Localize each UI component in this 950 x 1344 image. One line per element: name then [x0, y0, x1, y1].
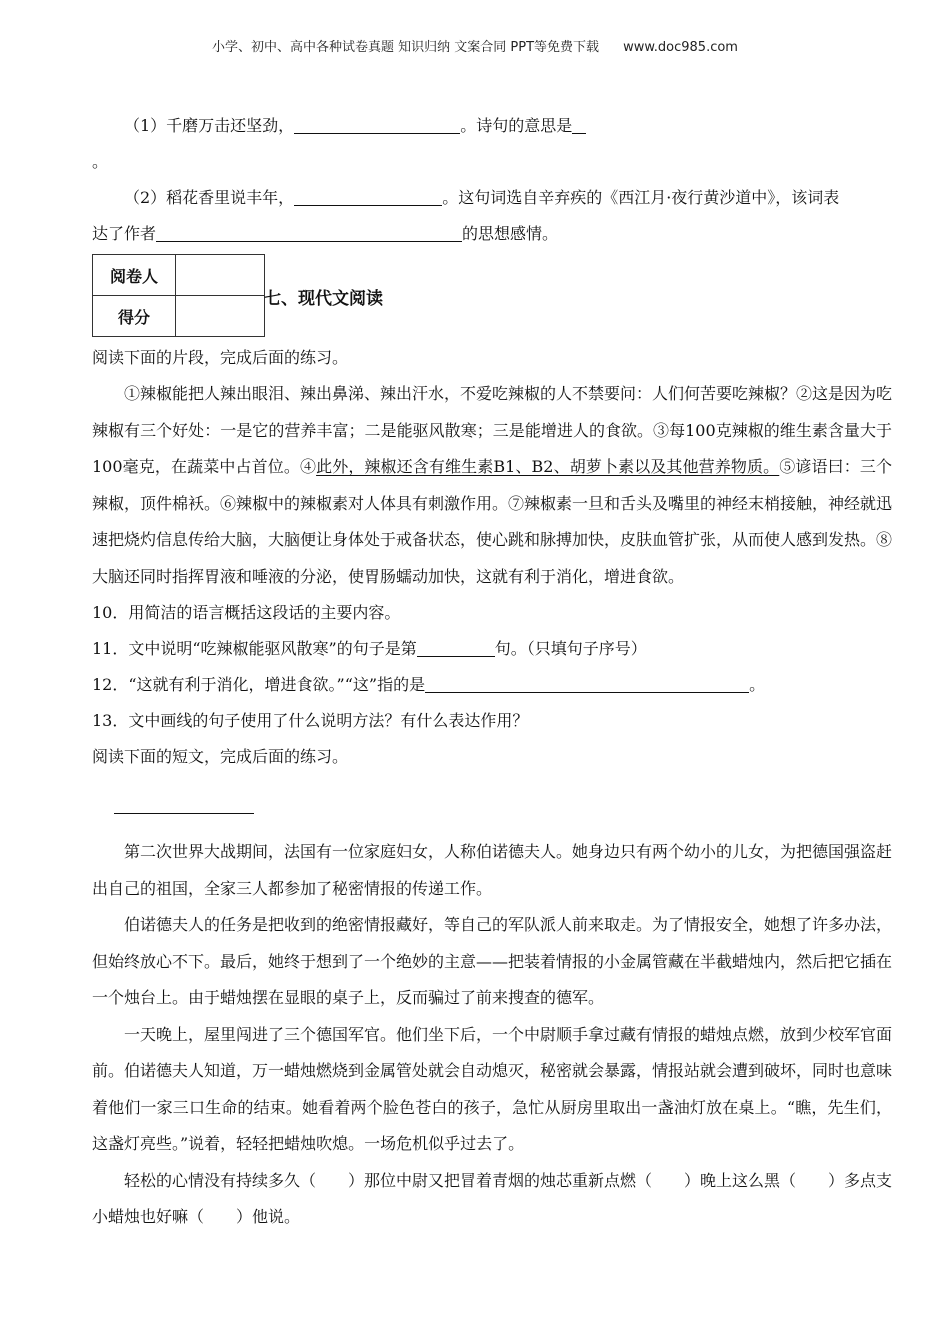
story-paragraph: 一天晚上，屋里闯进了三个德国军官。他们坐下后，一个中尉顺手拿过藏有情报的蜡烛点燃，放到少校军官面前。伯诺德夫人知道，万一蜡烛燃烧到金属管处就会自动熄灭，秘密就会暴露，情报站就会遭到破坏，同时也意味着他们一家三口生命的结束。她看着两个脸色苍白的孩子，急忙从厨房里取出一盏油灯放在桌上。“瞧，先生们，这盏灯亮些。”说着，轻轻把蜡烛吹熄。一场危机似乎过去了。 — [92, 1024, 893, 1153]
section-title: 七、现代文阅读 — [264, 289, 383, 309]
poem-question-1-cont: 。 — [92, 152, 109, 171]
answer-blank[interactable] — [294, 186, 442, 206]
answer-blank[interactable] — [417, 637, 495, 657]
answer-blank[interactable] — [294, 114, 460, 134]
score-table — [92, 254, 265, 337]
story-paragraph: 轻松的心情没有持续多久（ ）那位中尉又把冒着青烟的烛芯重新点燃（ ）晚上这么黑（ ）多点支小蜡烛也好嘛（ ）他说。 — [92, 1170, 893, 1226]
reading-intro-1: 阅读下面的片段，完成后面的练习。 — [92, 348, 349, 367]
answer-blank[interactable] — [425, 673, 749, 693]
poem-question-2-cont: 达了作者 的思想感情。 — [92, 224, 559, 243]
header-text: 小学、初中、高中各种试卷真题 知识归纳 文案合同 PPT等免费下载 — [212, 40, 600, 55]
question-10: 10．用简洁的语言概括这段话的主要内容。 — [92, 603, 401, 622]
story-paragraph: 第二次世界大战期间，法国有一位家庭妇女，人称伯诺德夫人。她身边只有两个幼小的儿女，为把德国强盗赶出自己的祖国，全家三人都参加了秘密情报的传递工作。 — [92, 842, 893, 898]
question-11: 11．文中说明“吃辣椒能驱风散寒”的句子是第 句。（只填句子序号） — [92, 639, 647, 658]
page-header — [0, 36, 950, 55]
poem-question-1: （1）千磨万击还坚劲， 。诗句的意思是 — [92, 108, 892, 144]
reviewer-cell[interactable] — [176, 255, 265, 296]
document-content — [92, 108, 892, 1236]
question-12: 12．“这就有利于消化，增进食欲。”“这”指的是 。 — [92, 675, 766, 694]
score-label: 得分 — [93, 296, 176, 337]
reviewer-label: 阅卷人 — [93, 255, 176, 296]
question-13: 13．文中画线的句子使用了什么说明方法？有什么表达作用？ — [92, 711, 529, 730]
divider — [114, 813, 254, 814]
underlined-sentence: 此外，辣椒还含有维生素B1、B2、胡萝卜素以及其他营养物质。 — [316, 457, 780, 476]
answer-blank[interactable] — [572, 114, 586, 134]
poem-question-2: （2）稻花香里说丰年， 。这句词选自辛弃疾的《西江月·夜行黄沙道中》，该词表 — [124, 188, 840, 207]
header-site[interactable]: www.doc985.com — [623, 40, 738, 55]
story-paragraph: 伯诺德夫人的任务是把收到的绝密情报藏好，等自己的军队派人前来取走。为了情报安全，她想了许多办法，但始终放心不下。最后，她终于想到了一个绝妙的主意——把装着情报的小金属管藏在半截蜡烛内，然后把它插在一个烛台上。由于蜡烛摆在显眼的桌子上，反而骗过了前来搜查的德军。 — [92, 915, 893, 1007]
score-box-row — [92, 254, 892, 340]
reading-intro-2: 阅读下面的短文，完成后面的练习。 — [92, 747, 349, 766]
passage-chili: ①辣椒能把人辣出眼泪、辣出鼻涕、辣出汗水，不爱吃辣椒的人不禁要问：人们何苦要吃辣椒？②这是因为吃辣椒有三个好处：一是它的营养丰富；二是能驱风散寒；三是能增进人的食欲。③每100克辣椒的维生素含量大于100毫克，在蔬菜中占首位。④此外，辣椒还含有维生素B1、B2、胡萝卜素以及其他营养物质。⑤谚语曰：三个辣椒，顶件棉袄。⑥辣椒中的辣椒素对人体具有刺激作用。⑦辣椒素一旦和舌头及嘴里的神经末梢接触，神经就迅速把烧灼信息传给大脑，大脑便让身体处于戒备状态，使心跳和脉搏加快，皮肤血管扩张，从而使人感到发热。⑧大脑还同时指挥胃液和唾液的分泌，使胃肠蠕动加快，这就有利于消化，增进食欲。 — [92, 384, 893, 586]
score-cell[interactable] — [176, 296, 265, 337]
answer-blank[interactable] — [156, 222, 462, 242]
